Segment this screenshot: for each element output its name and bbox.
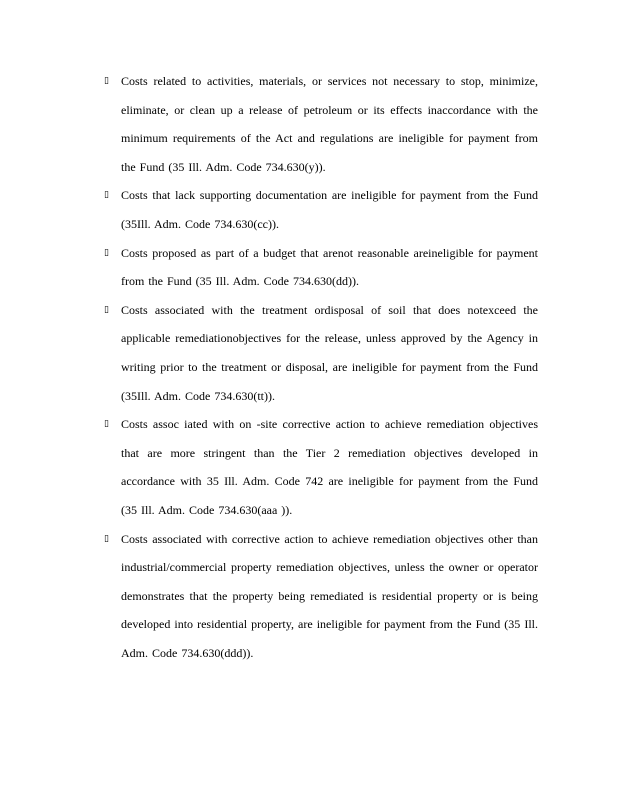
bullet-icon: ▯ [104,247,109,258]
list-item-text: Costs assoc iated with on -site corrective action to achieve remediation objectives that are more stringent than the Tier 2 remediation objectives developed in accordance with 35 Ill. Adm. Code 742 are ineligible for payment from the Fund (35 Ill. Adm. Code 734.630(aaa )). [121,417,538,517]
bullet-icon: ▯ [104,533,109,544]
bullet-icon: ▯ [104,419,109,430]
bullet-icon: ▯ [104,190,109,201]
list-item-text: Costs associated with corrective action to achieve remediation objectives other than industrial/commercial property remediation objectives, unless the owner or operator demonstrates that the property being remediated is residential property or is being developed into residential property, are ineligible for payment from the Fund (35 Ill. Adm. Code 734.630(ddd)). [121,531,538,660]
bullet-icon: ▯ [104,304,109,315]
list-item-text: Costs that lack supporting documentation are ineligible for payment from the Fund (35Ill. Adm. Code 734.630(cc)). [121,188,538,231]
list-item [104,239,538,296]
list-item [104,525,538,668]
list-item [104,296,538,410]
bullet-icon: ▯ [104,76,109,86]
ineligible-costs-list [104,67,538,667]
list-item [104,67,538,181]
list-item-text: Costs proposed as part of a budget that arenot reasonable areineligible for payment from the Fund (35 Ill. Adm. Code 734.630(dd)). [121,245,538,289]
list-item [104,410,538,524]
list-item-text: Costs associated with the treatment ordisposal of soil that does notexceed the applicable remediationobjectives for the release, unless approved by the Agency in writing prior to the treatment or disposal, are ineligible for payment from the Fund (35Ill. Adm. Code 734.630(tt)). [121,302,538,403]
list-item [104,181,538,238]
list-item-text: Costs related to activities, materials, or services not necessary to stop, minimize, eliminate, or clean up a release of petroleum or its effects inaccordance with the minimum requirements of the Act and regulations are ineligible for payment from the Fund (35 Ill. Adm. Code 734.630(y)). [121,74,538,174]
